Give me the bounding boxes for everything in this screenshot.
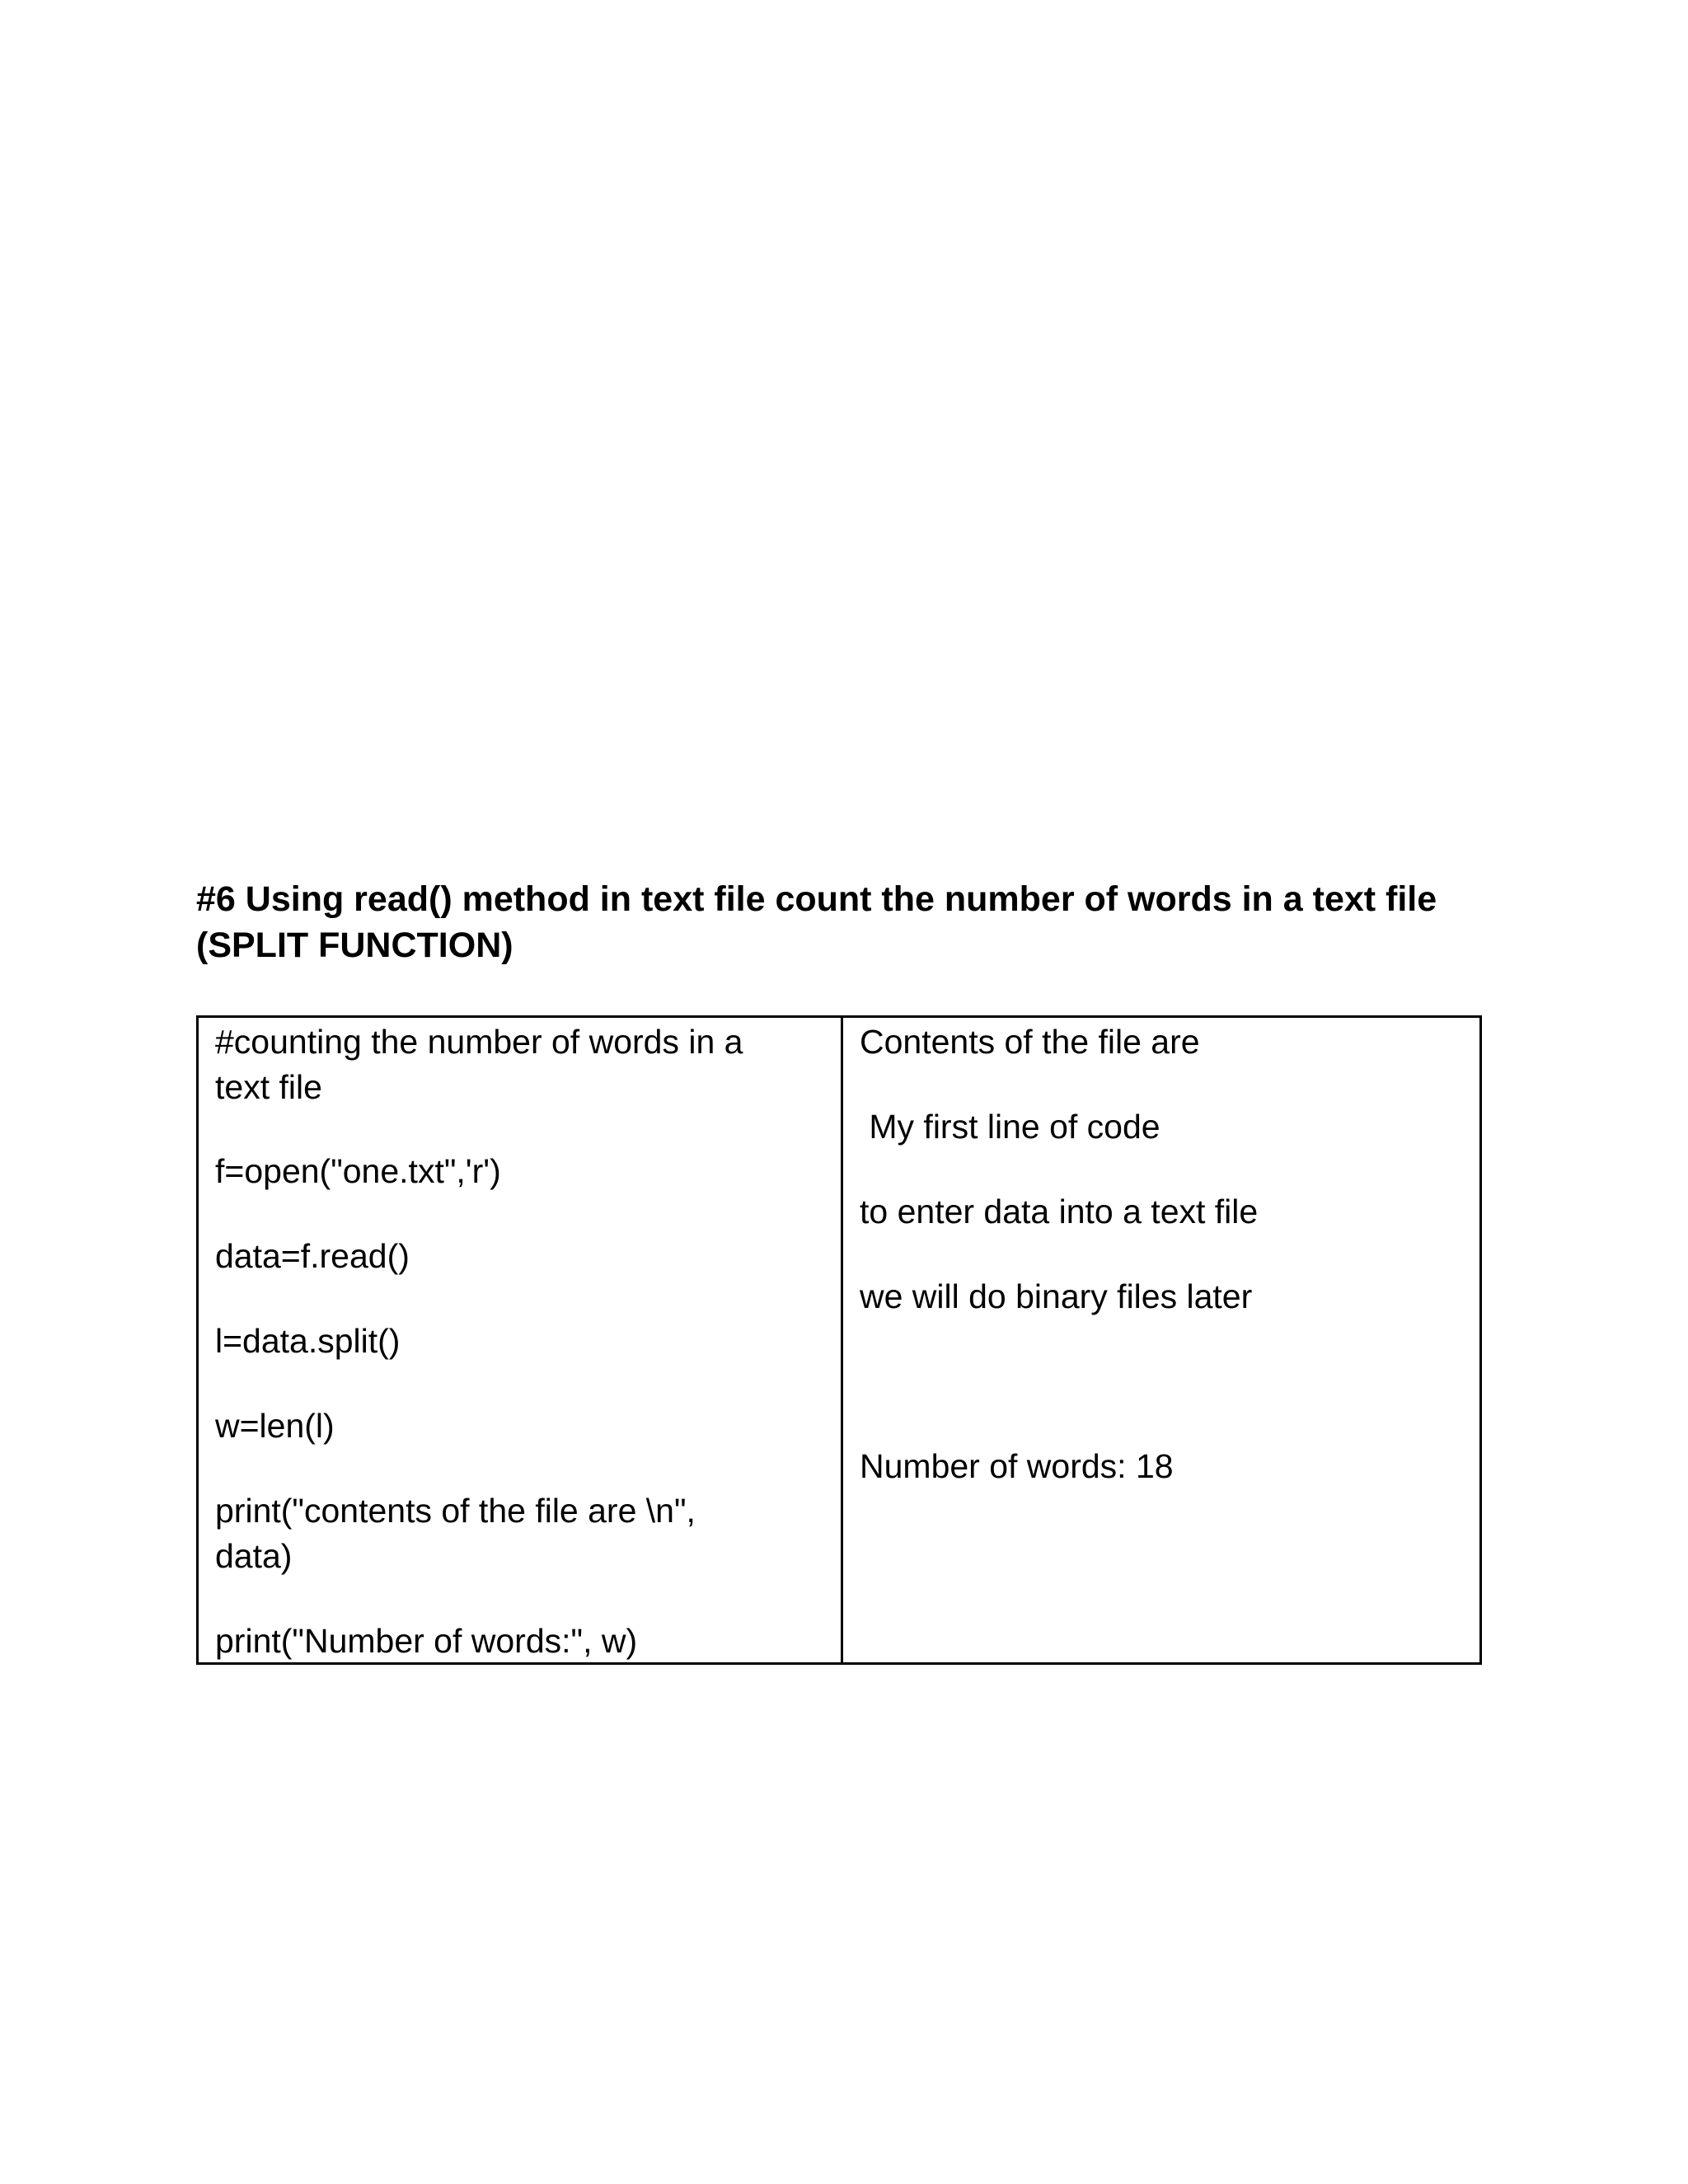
code-column (199, 1018, 843, 1662)
code-line: print("Number of words:", w) (215, 1622, 638, 1660)
output-line: to enter data into a text file (860, 1193, 1259, 1230)
code-line: f=open("one.txt",'r') (215, 1152, 501, 1190)
output-line: Contents of the file are (860, 1023, 1200, 1061)
output-line: My first line of code (860, 1108, 1160, 1146)
page-title (196, 876, 1515, 968)
code-line: l=data.split() (215, 1322, 401, 1360)
code-line: #counting the number of words in a (215, 1023, 743, 1061)
code-line: data=f.read() (215, 1237, 410, 1275)
code-output-table (196, 1015, 1482, 1665)
code-line: text file (215, 1068, 322, 1106)
code-line: w=len(l) (215, 1407, 335, 1445)
title-line-2: (SPLIT FUNCTION) (196, 926, 513, 965)
output-column (843, 1018, 1479, 1662)
code-line: data) (215, 1537, 293, 1575)
output-line: Number of words: 18 (860, 1447, 1174, 1485)
title-line-1: #6 Using read() method in text file count the number of words in a text file (196, 879, 1437, 919)
output-line: we will do binary files later (860, 1277, 1253, 1315)
code-line: print("contents of the file are \n", (215, 1492, 696, 1530)
